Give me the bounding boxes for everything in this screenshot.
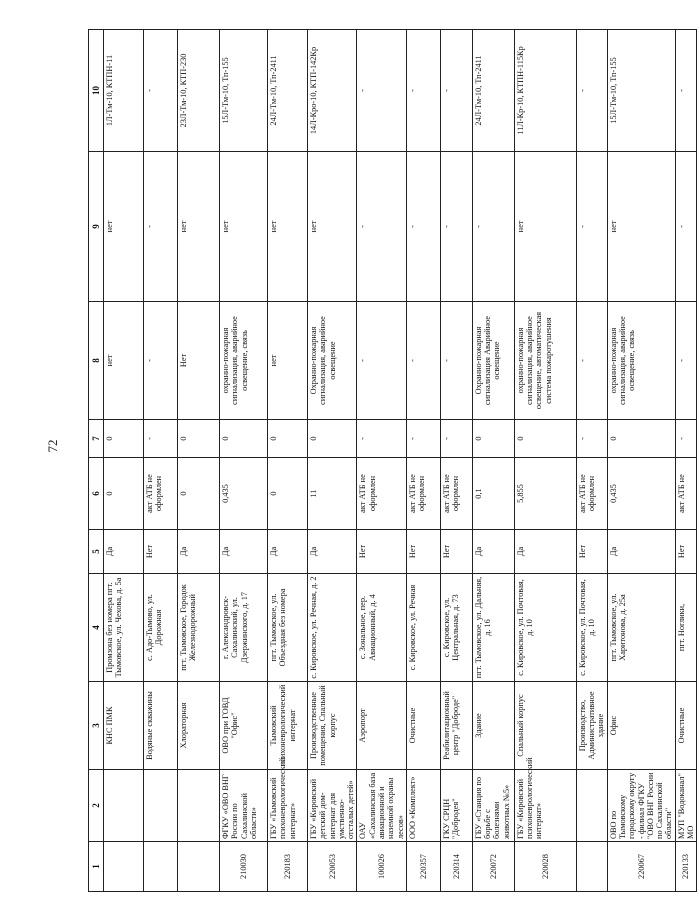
- table-cell: пгт. Тымовское, Городок Железнодорожный: [178, 574, 220, 682]
- table-row: [406, 30, 440, 892]
- table-cell: Водяные скважины: [144, 682, 178, 770]
- table-row: [440, 30, 472, 892]
- table-cell: акт АТБ не оформлен: [440, 458, 472, 530]
- table-cell: с. Кировское, ул. Речная, д. 2: [308, 574, 357, 682]
- table-cell: -: [144, 302, 178, 420]
- table-cell: Очистные: [675, 682, 697, 770]
- column-header: 3: [89, 682, 104, 770]
- table-cell: Да: [268, 530, 308, 574]
- table-cell: [576, 770, 607, 842]
- table-cell: ГБУ «Тымовский психоневрологический интернат»: [268, 770, 308, 842]
- table-cell: 210030: [220, 842, 268, 892]
- table-cell: нет: [607, 152, 675, 302]
- table-cell: Очистные: [406, 682, 440, 770]
- table-cell: ГБУ «Кировский детский дом-интернат для умственно-отсталых детей»: [308, 770, 357, 842]
- table-cell: Нет: [675, 530, 697, 574]
- table-cell: Промзона без номера пгт. Тымовское, ул. Чехова, д. 5а: [104, 574, 144, 682]
- table-cell: ГБУ «Станция по борьбе с болезнями животных №5»: [472, 770, 514, 842]
- table-cell: 24Л-Тм-10, Тп-2411: [268, 30, 308, 152]
- table-cell: Реабилитационный центр "Доброде": [440, 682, 472, 770]
- table-row: [268, 30, 308, 892]
- table-cell: -: [675, 152, 697, 302]
- energy-objects-table: [88, 29, 697, 892]
- table-cell: 0: [178, 420, 220, 458]
- table-cell: -: [357, 152, 406, 302]
- table-cell: с. Кировское, ул. Речная: [406, 574, 440, 682]
- table-cell: нет: [104, 152, 144, 302]
- table-cell: 0,435: [220, 458, 268, 530]
- table-cell: [144, 770, 178, 842]
- column-header: 6: [89, 458, 104, 530]
- header-row: [89, 30, 104, 892]
- table-cell: -: [406, 420, 440, 458]
- table-cell: КНС ПМК: [104, 682, 144, 770]
- table-cell: г. Александровск-Сахалинский, ул. Дзержинского, д. 17: [220, 574, 268, 682]
- table-cell: 0: [104, 458, 144, 530]
- page-number: 72: [45, 439, 60, 453]
- table-cell: пгт. Ноглики,: [675, 574, 697, 682]
- table-cell: нет: [220, 152, 268, 302]
- table-row: [576, 30, 607, 892]
- table-cell: нет: [178, 152, 220, 302]
- table-cell: 1Л-Тм-10, КТПН-11: [104, 30, 144, 152]
- table-cell: охранно-пожарная сигнализация, аварийное освещение, связь: [607, 302, 675, 420]
- table-row: [104, 30, 144, 892]
- table-cell: 220133: [675, 842, 697, 892]
- table-cell: пгт. Тымовское, ул. Харитонова, д. 25а: [607, 574, 675, 682]
- table-cell: 100026: [357, 842, 406, 892]
- table-cell: 24Л-Тм-10, Тп-2411: [472, 30, 514, 152]
- table-cell: [104, 842, 144, 892]
- table-cell: Нет: [178, 302, 220, 420]
- table-cell: Производство, Административное здание: [576, 682, 607, 770]
- table-cell: охранно-пожарная сигнализация, аварийное освещение, автоматическая система пожаротушения: [514, 302, 576, 420]
- table-cell: 220314: [440, 842, 472, 892]
- table-cell: -: [406, 152, 440, 302]
- table-cell: -: [576, 30, 607, 152]
- table-cell: нет: [268, 302, 308, 420]
- table-cell: 0: [514, 420, 576, 458]
- table-row: [357, 30, 406, 892]
- table-cell: 11: [308, 458, 357, 530]
- table-cell: 220067: [607, 842, 675, 892]
- table-cell: акт АТБ не оформлен: [576, 458, 607, 530]
- table-cell: -: [576, 420, 607, 458]
- table-cell: 0: [472, 420, 514, 458]
- table-cell: Здание: [472, 682, 514, 770]
- column-header: 10: [89, 30, 104, 152]
- table-row: [607, 30, 675, 892]
- table-cell: Да: [178, 530, 220, 574]
- table-cell: ОВО при ГОВД "Офис": [220, 682, 268, 770]
- table-cell: Аэропорт: [357, 682, 406, 770]
- table-cell: -: [472, 152, 514, 302]
- table-cell: нет: [514, 152, 576, 302]
- table-cell: 0: [268, 458, 308, 530]
- table-cell: 220357: [406, 842, 440, 892]
- table-cell: Да: [607, 530, 675, 574]
- table-cell: Охранно-пожарная сигнализация, аварийное освещение: [308, 302, 357, 420]
- table-cell: с. Зональное, пер. Авиационный, д. 4: [357, 574, 406, 682]
- table-cell: 0: [220, 420, 268, 458]
- table-cell: с. Кировское, ул. Почтовая, д. 10: [576, 574, 607, 682]
- table-cell: 0,435: [607, 458, 675, 530]
- table-cell: Да: [514, 530, 576, 574]
- table-cell: акт АТБ не: [675, 458, 697, 530]
- table-cell: ОАУ «Сахалинская база авиационной и наземной охраны лесов»: [357, 770, 406, 842]
- table-cell: нет: [104, 302, 144, 420]
- table-cell: 0: [308, 420, 357, 458]
- table-cell: -: [675, 30, 697, 152]
- table-cell: -: [440, 30, 472, 152]
- table-cell: МУП "Водоканал" МО: [675, 770, 697, 842]
- table-cell: -: [357, 30, 406, 152]
- table-cell: Да: [308, 530, 357, 574]
- table-cell: [576, 842, 607, 892]
- table-cell: Да: [472, 530, 514, 574]
- table-cell: -: [440, 302, 472, 420]
- table-cell: [178, 770, 220, 842]
- table-row: [675, 30, 697, 892]
- column-header: 2: [89, 770, 104, 842]
- table-cell: 220183: [268, 842, 308, 892]
- table-body: [104, 30, 697, 892]
- table-cell: нет: [308, 152, 357, 302]
- table-cell: Нет: [576, 530, 607, 574]
- table-cell: 220053: [308, 842, 357, 892]
- table-cell: 14Л-Кро-10, КТП-142Кр: [308, 30, 357, 152]
- table-cell: Хлораторная: [178, 682, 220, 770]
- table-cell: пгт. Тымовское, ул. Дальняя, д. 16: [472, 574, 514, 682]
- table-cell: 0: [178, 458, 220, 530]
- table-cell: 220072: [472, 842, 514, 892]
- table-cell: 15Л-Тм-10, Тп-155: [607, 30, 675, 152]
- table-cell: 5,855: [514, 458, 576, 530]
- table-cell: с. Адо-Тымово, ул. Дорожная: [144, 574, 178, 682]
- table-cell: с. Кировское, ул. Почтовая, д. 10: [514, 574, 576, 682]
- column-header: 1: [89, 842, 104, 892]
- table-cell: ФГКУ «ОВО ВНГ России по Сахалинской области»: [220, 770, 268, 842]
- table-cell: Нет: [440, 530, 472, 574]
- table-cell: акт АТБ не оформлен: [144, 458, 178, 530]
- table-cell: нет: [268, 152, 308, 302]
- table-cell: Да: [104, 530, 144, 574]
- table-cell: [104, 770, 144, 842]
- table-cell: ГБУ «Кировский психоневрологический интернат»: [514, 770, 576, 842]
- column-header: 5: [89, 530, 104, 574]
- table-cell: -: [576, 302, 607, 420]
- table-row: [220, 30, 268, 892]
- table-cell: Тымовский психоневрологический интернат: [268, 682, 308, 770]
- table-cell: -: [406, 302, 440, 420]
- table-cell: 23Л-Тм-10, КТП-230: [178, 30, 220, 152]
- table-cell: 15Л-Тм-10, Тп-155: [220, 30, 268, 152]
- table-cell: 0: [268, 420, 308, 458]
- table-cell: -: [440, 420, 472, 458]
- table-cell: Нет: [144, 530, 178, 574]
- table-cell: [144, 842, 178, 892]
- column-header: 7: [89, 420, 104, 458]
- table-cell: пгт. Тымовское, ул. Объездная без номера: [268, 574, 308, 682]
- table-cell: -: [406, 30, 440, 152]
- table-cell: -: [576, 152, 607, 302]
- table-cell: акт АТБ не оформлен: [406, 458, 440, 530]
- table-row: [308, 30, 357, 892]
- column-header: 9: [89, 152, 104, 302]
- table-cell: -: [440, 152, 472, 302]
- table-cell: -: [144, 30, 178, 152]
- table-cell: -: [675, 420, 697, 458]
- table-cell: -: [675, 302, 697, 420]
- table-cell: охранно-пожарная сигнализация, аварийное освещение, связь: [220, 302, 268, 420]
- table-cell: [178, 842, 220, 892]
- table-cell: -: [144, 152, 178, 302]
- table-cell: Спальный корпус: [514, 682, 576, 770]
- table-cell: с. Кировское, ул. Центральная, д. 73: [440, 574, 472, 682]
- table-cell: 0,1: [472, 458, 514, 530]
- rotated-table-container: [88, 30, 695, 892]
- table-cell: Нет: [406, 530, 440, 574]
- table-cell: Производственные помещения, Спальный корпус: [308, 682, 357, 770]
- table-cell: Офис: [607, 682, 675, 770]
- table-row: [144, 30, 178, 892]
- table-cell: Охранно-пожарная сигнализация Аварийное освещение: [472, 302, 514, 420]
- table-cell: ГКУ СРЦН "Добродея": [440, 770, 472, 842]
- table-row: [514, 30, 576, 892]
- table-cell: 0: [104, 420, 144, 458]
- column-header: 4: [89, 574, 104, 682]
- table-cell: 0: [607, 420, 675, 458]
- table-row: [178, 30, 220, 892]
- table-cell: -: [357, 420, 406, 458]
- table-cell: 11Л-Кр-10, КТПН-115Кр: [514, 30, 576, 152]
- column-header: 8: [89, 302, 104, 420]
- table-cell: ОВО по Тымовскому городскому округу - филиал ФГКУ "ОВО ВНГ России по Сахалинской области": [607, 770, 675, 842]
- table-cell: Да: [220, 530, 268, 574]
- table-cell: Нет: [357, 530, 406, 574]
- table-cell: -: [357, 302, 406, 420]
- table-cell: -: [144, 420, 178, 458]
- table-cell: 220028: [514, 842, 576, 892]
- table-cell: ООО «Комплект»: [406, 770, 440, 842]
- table-cell: акт АТБ не оформлен: [357, 458, 406, 530]
- table-row: [472, 30, 514, 892]
